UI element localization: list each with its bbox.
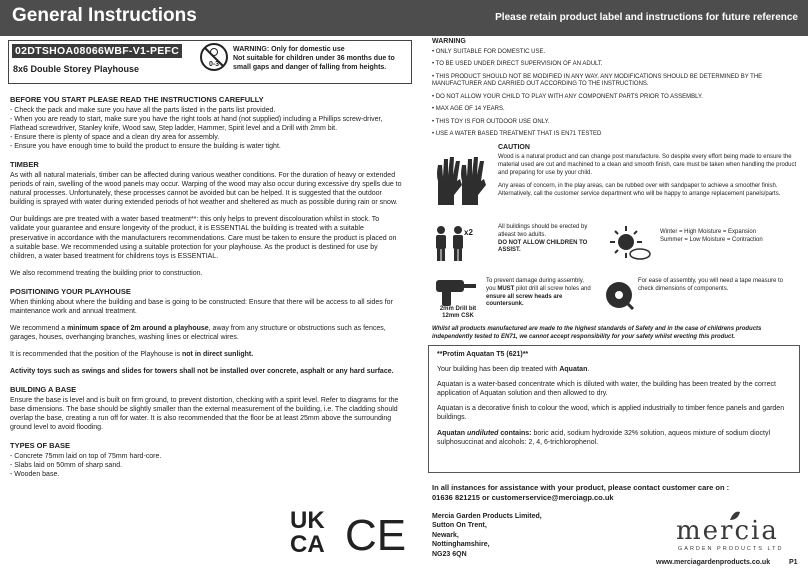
age-warning-icon: [199, 42, 229, 72]
before-line: - Check the pack and make sure you have all the parts listed in the parts list provided.: [10, 106, 276, 114]
page-number: P1: [789, 559, 798, 566]
before-line: - Ensure you have enough time to build the product to ensure the building is water tight.: [10, 143, 281, 151]
customer-care-contact: In all instances for assistance with your product, please contact customer care on : 01636 821215 or customerservice@merciagp.co.uk: [432, 483, 730, 502]
timber-paragraph: Our buildings are pre treated with a water based treatment**: this only helps to prevent discolouration whilst in stock. To validate your guarantee and ensure longevity of the product, it is ESSENTIAL the building is treated with a suitable preservative in accordance with the manufacturers recommendations. Care must be taken to ensure the product is placed on a suitable base. We recommended using a suitable protection for your playhouse. As the product is destined for use by children, a water based treatment for childrens toys is ESSENTIAL.: [10, 216, 397, 260]
warning-item: • DO NOT ALLOW YOUR CHILD TO PLAY WITH ANY COMPONENT PARTS PRIOR TO ASSEMBLY.: [432, 93, 703, 100]
page-header: [0, 0, 808, 36]
tape-measure-icon: [604, 280, 634, 310]
aquatan-paragraph: Your building has been dip treated with Aquatan.: [437, 366, 590, 374]
base-paragraph: Ensure the base is level and is built on firm ground, to prevent distortion, checking with a spirit level. Refer to diagrams for the base dimensions. The base should be slightly smaller than the external measurement of the building, i.e. The cladding should overlap the base, creating a run off for water. It is also recommended that the floor be at least 25mm above the surrounding ground level to avoid flooding.: [10, 396, 399, 432]
product-label-box: [8, 40, 412, 84]
aquatan-paragraph: Aquatan is a water-based concentrate which is diluted with water, the building has been treated by the correct application of Aquatan solution and then allowed to dry.: [437, 381, 776, 398]
warning-item: • TO BE USED UNDER DIRECT SUPERVISION OF AN ADULT.: [432, 61, 603, 68]
svg-text:CE: CE: [345, 512, 407, 554]
ukca-mark-icon: [288, 506, 344, 554]
drill-icon: [430, 276, 480, 308]
caution-paragraph: Any areas of concern, in the play areas, can be rubbed over with sandpaper to achieve a smoother finish. Alternatively, call the customer service department who will be happy to arrange replacement panels/parts.: [498, 183, 781, 198]
warning-item: • USE A WATER BASED TREATMENT THAT IS EN71 TESTED: [432, 131, 602, 138]
two-adults-text: All buildings should be erected by atleast two adults. DO NOT ALLOW CHILDREN TO ASSIST.: [498, 224, 588, 254]
mercia-logo-subtitle: GARDEN PRODUCTS LTD: [678, 546, 784, 552]
tape-measure-text: For ease of assembly, you will need a tape measure to check dimensions of components.: [638, 278, 783, 292]
before-line: - Ensure there is plenty of space and a clean dry area for assembly.: [10, 134, 220, 142]
base-type: - Wooden base.: [10, 471, 60, 479]
base-type: - Concrete 75mm laid on top of 75mm hard-core.: [10, 453, 162, 461]
timber-paragraph: We also recommend treating the building prior to construction.: [10, 269, 203, 277]
warning-section: [432, 38, 800, 144]
safety-standards-note: Whilst all products manufactured are made to the highest standards of Safety and in the case of childrens products independently tested to EN71, we cannot accept responsibility for your safety whilst erecting this product.: [432, 326, 762, 340]
warning-item: • THIS PRODUCT SHOULD NOT BE MODIFIED IN ANY WAY. ANY MODIFICATIONS SHOULD BE DETERMINED BY THE MANUFACTURER AND CARRIED OUT ACCORDING TO THE INSTRUCTIONS.: [432, 73, 763, 88]
gloves-icon: [432, 151, 490, 209]
product-code: 02DTSHOA08066WBF-V1-PEFC: [12, 44, 182, 58]
warning-item: • ONLY SUITABLE FOR DOMESTIC USE.: [432, 48, 546, 55]
timber-heading: TIMBER: [10, 160, 39, 170]
two-adults-count: x2: [464, 228, 473, 237]
age-icon-label: 0-3: [208, 61, 220, 68]
left-column: [10, 95, 402, 479]
positioning-paragraph: We recommend a minimum space of 2m around a playhouse, away from any structure or obstructions such as fences, garages, houses, overhanging branches, washing lines or electrical wires.: [10, 324, 386, 341]
drill-bit-caption: 2mm Drill bit 12mm CSK: [439, 306, 477, 320]
website-url: www.merciagardenproducts.co.uk: [656, 559, 771, 566]
svg-text:UK: UK: [290, 507, 325, 534]
age-warning-text: [233, 45, 413, 72]
positioning-heading: POSITIONING YOUR PLAYHOUSE: [10, 286, 131, 296]
base-heading: BUILDING A BASE: [10, 385, 77, 395]
warning-heading: WARNING: [432, 38, 466, 45]
ce-mark-icon: [345, 512, 407, 554]
aquatan-paragraph: Aquatan is a decorative finish to colour the wood, which is applied industrially to timber fence panels and garden buildings.: [437, 405, 785, 422]
caution-heading: CAUTION: [498, 144, 530, 151]
before-heading: BEFORE YOU START PLEASE READ THE INSTRUCTIONS CAREFULLY: [10, 95, 264, 104]
weather-expansion-text: Winter = High Moisture = Expansion Summer = Low Moisture = Contraction: [660, 229, 763, 244]
positioning-paragraph: It is recommended that the position of the Playhouse is not in direct sunlight.: [10, 351, 254, 359]
caution-paragraph: Wood is a natural product and can change post manufacture. So despite every effort being made to ensure the material used are cut and machined to a clean and smooth finish, care must be taken when handling the product and preparing for use by your child.: [498, 154, 797, 176]
timber-paragraph: As with all natural materials, timber can be affected during various weather conditions. For the duration of heavy or extended periods of rain, swelling of the wood panels may occur. Warping of the wood may also occur during excessive dry spells due to natural processes. Unfortunately, these processes cannot be avoided but can be helped. It is suggested that the outdoor building is sprayed with water during extended periods of hot weather and sheltered as much as possible during rain or snow.: [10, 171, 402, 207]
activity-toys-note: Activity toys such as swings and slides for towers shall not be installed over concrete, asphalt or any hard surface.: [10, 368, 394, 376]
header-note: Please retain product label and instructions for future reference: [495, 12, 798, 23]
age-warning-title: WARNING: Only for domestic use: [233, 46, 345, 53]
product-name: 8x6 Double Storey Playhouse: [13, 64, 140, 74]
drill-instruction: To prevent damage during assembly, you MUST pilot drill all screw holes and ensure all screw heads are countersunk.: [486, 278, 591, 308]
positioning-paragraph: When thinking about where the building and base is going to be constructed: Ensure that there will be access to all sides for maintenance work and annual treatment.: [10, 298, 393, 315]
sun-cloud-icon: [596, 222, 656, 264]
aquatan-treatment-box: [428, 345, 800, 473]
aquatan-title: **Protim Aquatan T5 (621)**: [437, 351, 529, 358]
before-line: - When you are ready to start, make sure you have the right tools at hand (not supplied) including a Phillips screw-driver, Flathead screwdriver, Stanley knife, Wood saw, Step ladder, Hammer, Spirit level and a Drill with 2mm bit.: [10, 115, 383, 132]
age-warning-body: Not suitable for children under 36 months due to small gaps and danger of falling from heights.: [233, 55, 395, 72]
company-address: Mercia Garden Products Limited, Sutton On Trent, Newark, Nottinghamshire, NG23 6QN: [432, 513, 542, 558]
types-heading: TYPES OF BASE: [10, 441, 71, 451]
page-title: General Instructions: [12, 5, 197, 26]
warning-item: • MAX AGE OF 14 YEARS.: [432, 106, 505, 113]
base-type: - Slabs laid on 50mm of sharp sand.: [10, 462, 123, 470]
svg-text:CA: CA: [290, 531, 325, 554]
aquatan-paragraph: Aquatan undiluted contains: boric acid, sodium hydroxide 32% solution, aqueos mixture of sodium dioctyl sulphosuccinat and alcohols: 2, 4, 6-trichlorophenol.: [437, 429, 771, 446]
warning-item: • THIS TOY IS FOR OUTDOOR USE ONLY.: [432, 118, 550, 125]
mercia-logo-wordmark: mercia: [676, 516, 779, 546]
caution-text: [498, 143, 798, 205]
